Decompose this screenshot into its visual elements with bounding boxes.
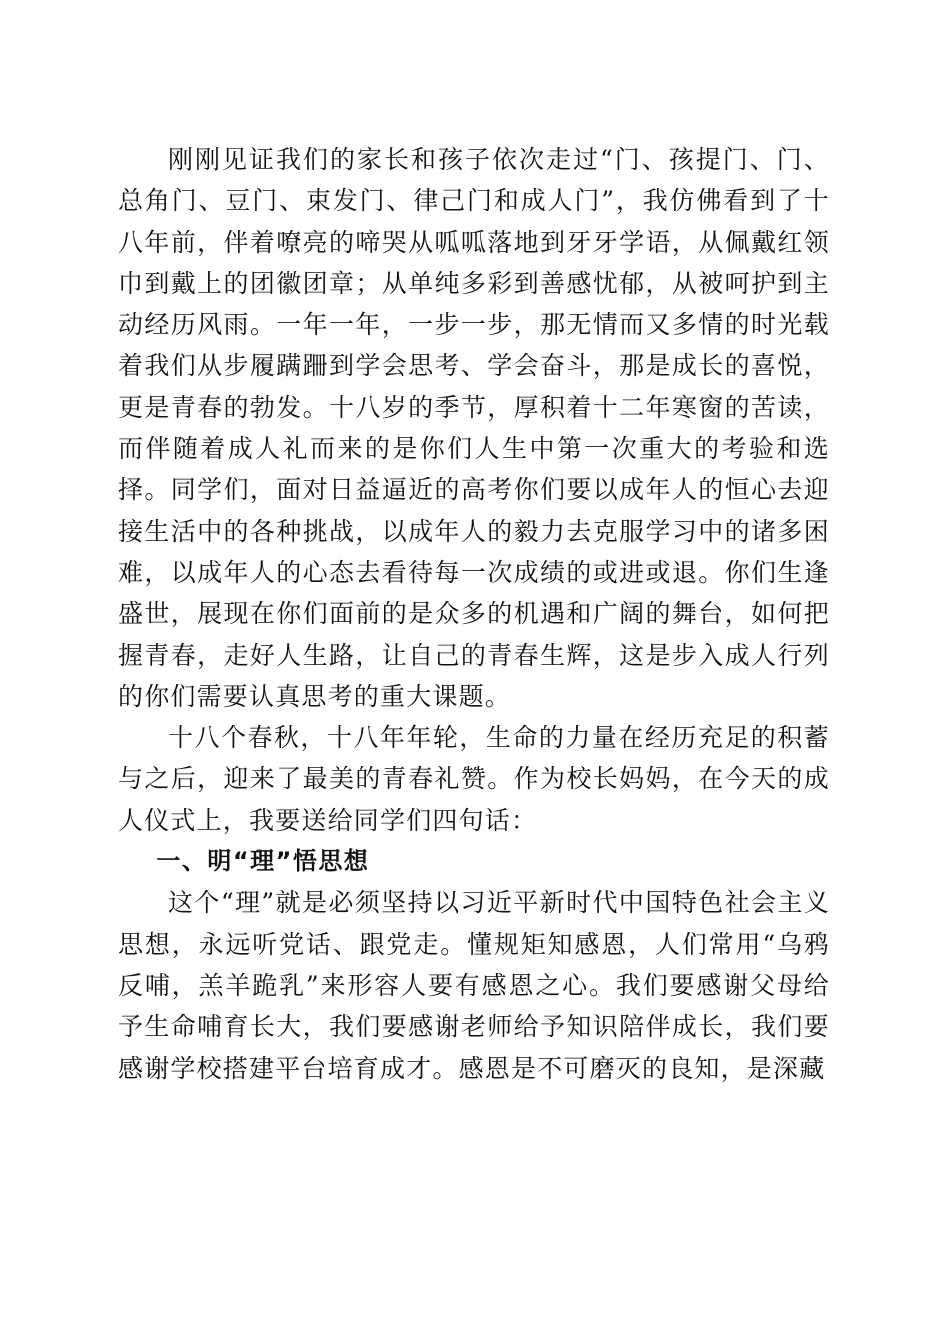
paragraph-eighteen-springs: 十八个春秋，十八年年轮，生命的力量在经历充足的积蓄与之后，迎来了最美的青春礼赞。作为校长妈妈，在今天的成人仪式上，我要送给同学们四句话： [118, 723, 830, 835]
paragraph-growth: 刚刚见证我们的家长和孩子依次走过“门、孩提门、门、总角门、豆门、束发门、律己门和成人门”，我仿佛看到了十八年前，伴着嘹亮的啼哭从呱呱落地到牙牙学语，从佩戴红领巾到戴上的团徽团章；从单纯多彩到善感忧郁，从被呵护到主动经历风雨。一年一年，一步一步，那无情而又多情的时光载着我们从步履蹒跚到学会思考、学会奋斗，那是成长的喜悦，更是青春的勃发。十八岁的季节，厚积着十二年寒窗的苦读，而伴随着成人礼而来的是你们人生中第一次重大的考验和选择。同学们，面对日益逼近的高考你们要以成年人的恒心去迎接生活中的各种挑战，以成年人的毅力去克服学习中的诸多困难，以成年人的心态去看待每一次成绩的或进或退。你们生逢盛世，展现在你们面前的是众多的机遇和广阔的舞台，如何把握青春，走好人生路，让自己的青春生辉，这是步入成人行列的你们需要认真思考的重大课题。 [118, 145, 830, 711]
document-body [118, 139, 830, 1089]
section-heading-reason: 一、明“理”悟思想 [156, 847, 370, 876]
paragraph-reason: 这个“理”就是必须坚持以习近平新时代中国特色社会主义思想，永远听党话、跟党走。懂规矩知感恩，人们常用“乌鸦反哺，羔羊跪乳”来形容人要有感恩之心。我们要感谢父母给予生命哺育长大，我们要感谢老师给予知识陪伴成长，我们要感谢学校搭建平台培育成才。感恩是不可磨灭的良知，是深藏 [118, 888, 830, 1083]
